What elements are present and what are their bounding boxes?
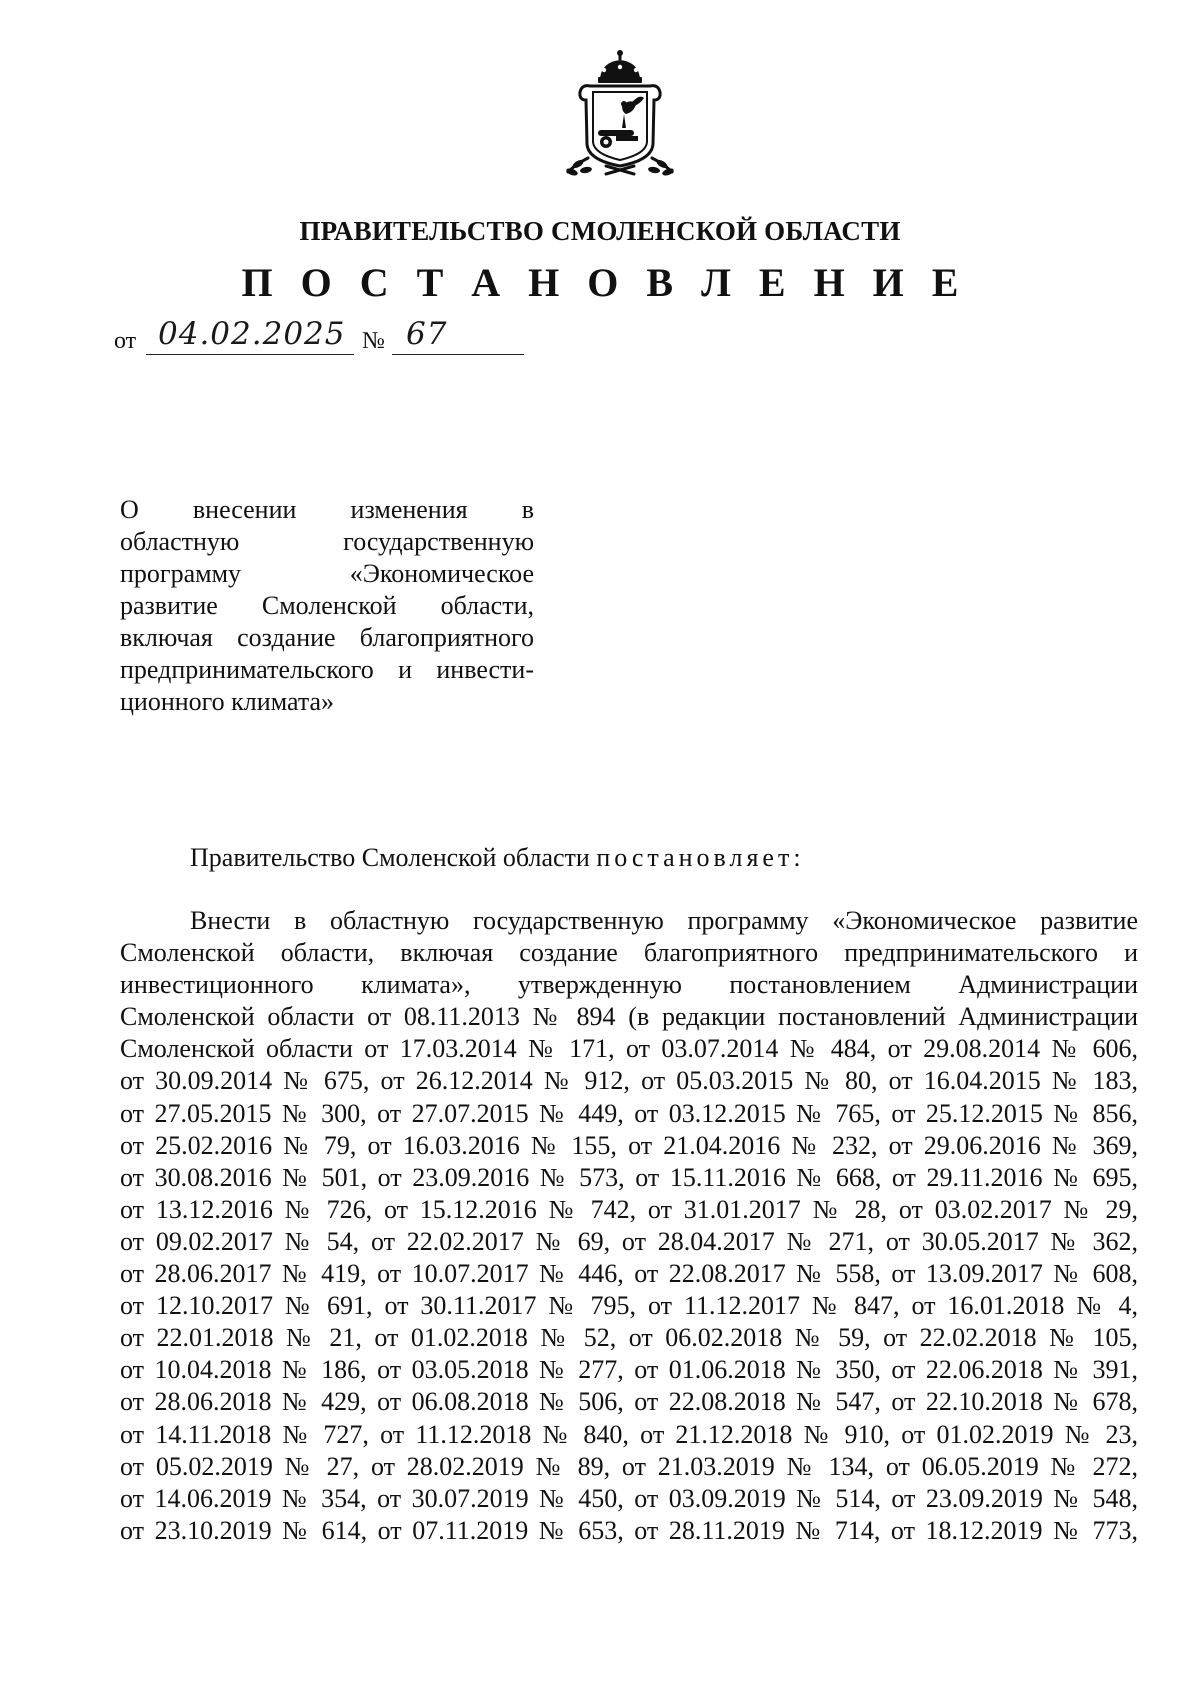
body-line: от 12.10.2017 № 691, от 30.11.2017 № 795, от 11.12.2017 № 847, от 16.01.2018 № 4, xyxy=(120,1291,1138,1321)
body-line: от 25.02.2016 № 79, от 16.03.2016 № 155, от 21.04.2016 № 232, от 29.06.2016 № 369, xyxy=(120,1130,1138,1160)
subject-line: включая создание благоприятного xyxy=(120,623,534,652)
preamble-verb: постановляет: xyxy=(596,843,805,872)
subject-line: областную государственную xyxy=(120,527,534,556)
body-line: от 23.10.2019 № 614, от 07.11.2019 № 653, от 28.11.2019 № 714, от 18.12.2019 № 773, xyxy=(120,1515,1138,1545)
body-line: от 09.02.2017 № 54, от 22.02.2017 № 69, от 28.04.2017 № 271, от 30.05.2017 № 362, xyxy=(120,1226,1138,1256)
body-line: Смоленской области, включая создание благоприятного предпринимательского и xyxy=(120,938,1138,968)
body-line: от 28.06.2017 № 419, от 10.07.2017 № 446, от 22.08.2017 № 558, от 13.09.2017 № 608, xyxy=(120,1259,1138,1289)
body-line: от 05.02.2019 № 27, от 28.02.2019 № 89, от 21.03.2019 № 134, от 06.05.2019 № 272, xyxy=(120,1451,1138,1481)
body-line: от 14.11.2018 № 727, от 11.12.2018 № 840, от 21.12.2018 № 910, от 01.02.2019 № 23, xyxy=(120,1419,1138,1449)
handwritten-number: 67 xyxy=(406,316,448,352)
document-type-title: П О С Т А Н О В Л Е Н И Е xyxy=(241,260,968,305)
body-line: от 10.04.2018 № 186, от 03.05.2018 № 277, от 01.06.2018 № 350, от 22.06.2018 № 391, xyxy=(120,1355,1138,1385)
registration-line xyxy=(114,316,534,362)
body-line: инвестиционного климата», утвержденную постановлением Администрации xyxy=(120,970,1138,1000)
handwritten-date: 04.02.2025 xyxy=(158,316,346,352)
body-line: от 27.05.2015 № 300, от 27.07.2015 № 449, от 03.12.2015 № 765, от 25.12.2015 № 856, xyxy=(120,1098,1138,1128)
body-line: от 30.09.2014 № 675, от 26.12.2014 № 912, от 05.03.2015 № 80, от 16.04.2015 № 183, xyxy=(120,1066,1138,1096)
body-line: от 22.01.2018 № 21, от 01.02.2018 № 52, от 06.02.2018 № 59, от 22.02.2018 № 105, xyxy=(120,1323,1138,1353)
date-prefix: от xyxy=(114,328,137,354)
subject-line: развитие Смоленской области, xyxy=(120,591,534,620)
preamble xyxy=(190,843,805,873)
body-line: от 30.08.2016 № 501, от 23.09.2016 № 573, от 15.11.2016 № 668, от 29.11.2016 № 695, xyxy=(120,1162,1138,1192)
body-line: Смоленской области от 08.11.2013 № 894 (в редакции постановлений Администрации xyxy=(120,1002,1138,1032)
body-line: от 14.06.2019 № 354, от 30.07.2019 № 450, от 03.09.2019 № 514, от 23.09.2019 № 548, xyxy=(120,1483,1138,1513)
date-underline xyxy=(146,354,354,355)
organization-title: ПРАВИТЕЛЬСТВО СМОЛЕНСКОЙ ОБЛАСТИ xyxy=(299,216,901,246)
subject-line: ционного климата» xyxy=(120,687,335,716)
smolensk-coat-of-arms-icon xyxy=(560,48,680,180)
number-prefix: № xyxy=(362,328,385,354)
number-underline xyxy=(392,354,524,355)
body-line: Внести в областную государственную программу «Экономическое развитие xyxy=(190,906,1138,935)
subject-line: предпринимательского и инвести- xyxy=(120,655,534,684)
body-line: от 28.06.2018 № 429, от 06.08.2018 № 506, от 22.08.2018 № 547, от 22.10.2018 № 678, xyxy=(120,1387,1138,1417)
document-subject xyxy=(120,494,534,718)
subject-line: О внесении изменения в xyxy=(120,495,534,524)
preamble-text: Правительство Смоленской области xyxy=(190,843,590,872)
subject-line: программу «Экономическое xyxy=(120,559,534,588)
body-line: Смоленской области от 17.03.2014 № 171, от 03.07.2014 № 484, от 29.08.2014 № 606, xyxy=(120,1034,1138,1064)
body-paragraph xyxy=(120,905,1138,1547)
body-line: от 13.12.2016 № 726, от 15.12.2016 № 742, от 31.01.2017 № 28, от 03.02.2017 № 29, xyxy=(120,1194,1138,1224)
